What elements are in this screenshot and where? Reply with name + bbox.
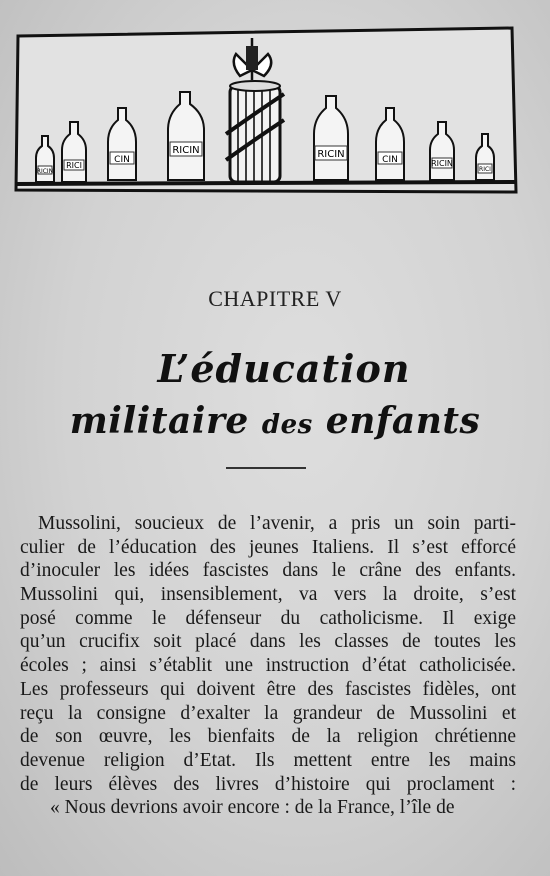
bottle-label: RICI xyxy=(479,166,491,173)
bottle-label: RICI xyxy=(66,161,82,170)
body-text xyxy=(20,512,516,820)
bottle-label: RICIN xyxy=(431,159,453,168)
title-word-enfants: enfants xyxy=(325,400,481,442)
text-line: de leurs élèves des livres d’histoire qui proclament : xyxy=(20,773,516,795)
text-line: reçu la consigne d’exalter la grandeur de Mussolini et xyxy=(20,702,516,724)
text-line: culier de l’éducation des jeunes Italiens. Il s’est efforcé xyxy=(20,536,516,558)
title-line-2 xyxy=(0,400,550,442)
text-line: Mussolini, soucieux de l’avenir, a pris un soin parti- xyxy=(38,513,516,534)
text-line: d’inoculer les idées fascistes dans le crâne des enfants. xyxy=(20,560,516,582)
bottle-label: RICIN xyxy=(36,168,54,175)
text-line: de son œuvre, les bienfaits de la religion chrétienne xyxy=(20,726,516,748)
title-divider xyxy=(226,467,306,469)
bottle-label: RICIN xyxy=(317,149,345,160)
title-word-militaire: militaire xyxy=(69,400,249,442)
bottle-label: RICIN xyxy=(172,145,200,156)
castor-oil-bottles-illustration xyxy=(14,24,520,196)
text-line: qu’un crucifix soit placé dans les classes de toutes les xyxy=(20,631,516,653)
text-line: Mussolini qui, insensiblement, va vers la droite, s’est xyxy=(20,584,516,606)
bottle-label: CIN xyxy=(114,155,130,165)
text-line: écoles ; ainsi s’établit une instruction d’état catholicisée. xyxy=(20,655,516,677)
title-line-1: L’éducation xyxy=(157,346,411,391)
text-line: devenue religion d’Etat. Ils mettent entre les mains xyxy=(20,749,516,771)
text-line: « Nous devrions avoir encore : de la France, l’île de xyxy=(50,797,455,819)
text-line: posé comme le défenseur du catholicisme. Il exige xyxy=(20,607,516,629)
title-word-des: des xyxy=(261,410,313,440)
chapter-heading: CHAPITRE V xyxy=(208,286,342,311)
bottle-label: CIN xyxy=(382,155,398,165)
text-line: Les professeurs qui doivent être des fascistes fidèles, ont xyxy=(20,678,516,700)
